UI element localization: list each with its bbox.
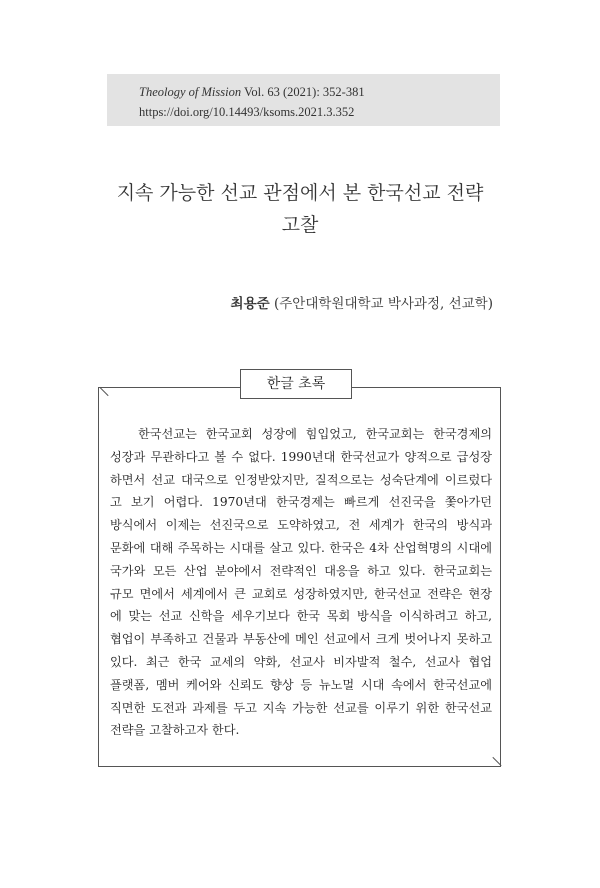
- abstract-line: 협업이 부족하고 건물과 부동산에 메인 선교에서 크게 벗어나지 못하고: [110, 632, 492, 647]
- journal-header: [107, 74, 500, 126]
- abstract-line: 직면한 도전과 과제를 두고 지속 가능한 선교를 이루기 위한 한국선교: [110, 700, 492, 715]
- abstract-line: 한국선교는 한국교회 성장에 힘입었고, 한국교회는 한국경제의: [138, 427, 492, 441]
- abstract-line: 성장과 무관하다고 볼 수 없다. 1990년대 한국선교가 양적으로 급성장: [110, 449, 492, 464]
- abstract-text: [110, 423, 492, 742]
- abstract-line: 있다. 최근 한국 교세의 약화, 선교사 비자발적 철수, 선교사 협업: [110, 654, 492, 669]
- journal-name: Theology of Mission: [139, 85, 242, 99]
- author-name: 최용준: [230, 296, 270, 312]
- corner-fold-bottom-right: [492, 758, 501, 767]
- paper-title: [40, 177, 560, 241]
- author-affiliation: (주안대학원대학교 박사과정, 선교학): [273, 296, 493, 312]
- doi-link[interactable]: https://doi.org/10.14493/ksoms.2021.3.352: [139, 105, 355, 119]
- volume-info: Vol. 63 (2021): 352-381: [244, 85, 365, 99]
- abstract-line: 에 맞는 선교 신학을 세우기보다 한국 목회 방식을 이식하려고 하고,: [110, 609, 492, 624]
- abstract-line: 고 보기 어렵다. 1970년대 한국경제는 빠르게 선진국을 쫓아가던: [110, 495, 492, 510]
- corner-fold-top-left: [98, 387, 107, 396]
- abstract-line: 규모 면에서 세계에서 큰 교회로 성장하였지만, 한국선교 전략은 현장: [110, 586, 492, 601]
- abstract-line: 국가와 모든 산업 분야에서 전략적인 대응을 하고 있다. 한국교회는: [110, 563, 492, 578]
- author-info: [231, 292, 493, 312]
- abstract-line: 방식에서 이제는 선진국으로 도약하였고, 전 세계가 한국의 방식과: [110, 518, 492, 533]
- abstract-line: 문화에 대해 주목하는 시대를 살고 있다. 한국은 4차 산업혁명의 시대에: [110, 540, 492, 555]
- abstract-line: 전략을 고찰하고자 한다.: [110, 723, 240, 738]
- journal-citation: [139, 82, 500, 102]
- abstract-line: 플랫폼, 멤버 케어와 신뢰도 향상 등 뉴노멀 시대 속에서 한국선교에: [110, 677, 492, 692]
- title-line-2: 고찰: [281, 214, 319, 236]
- abstract-line: 하면서 선교 대국으로 인정받았지만, 질적으로는 성숙단계에 이르렀다: [110, 472, 492, 487]
- abstract-label: 한글 초록: [240, 369, 352, 399]
- title-line-1: 지속 가능한 선교 관점에서 본 한국선교 전략: [116, 182, 484, 204]
